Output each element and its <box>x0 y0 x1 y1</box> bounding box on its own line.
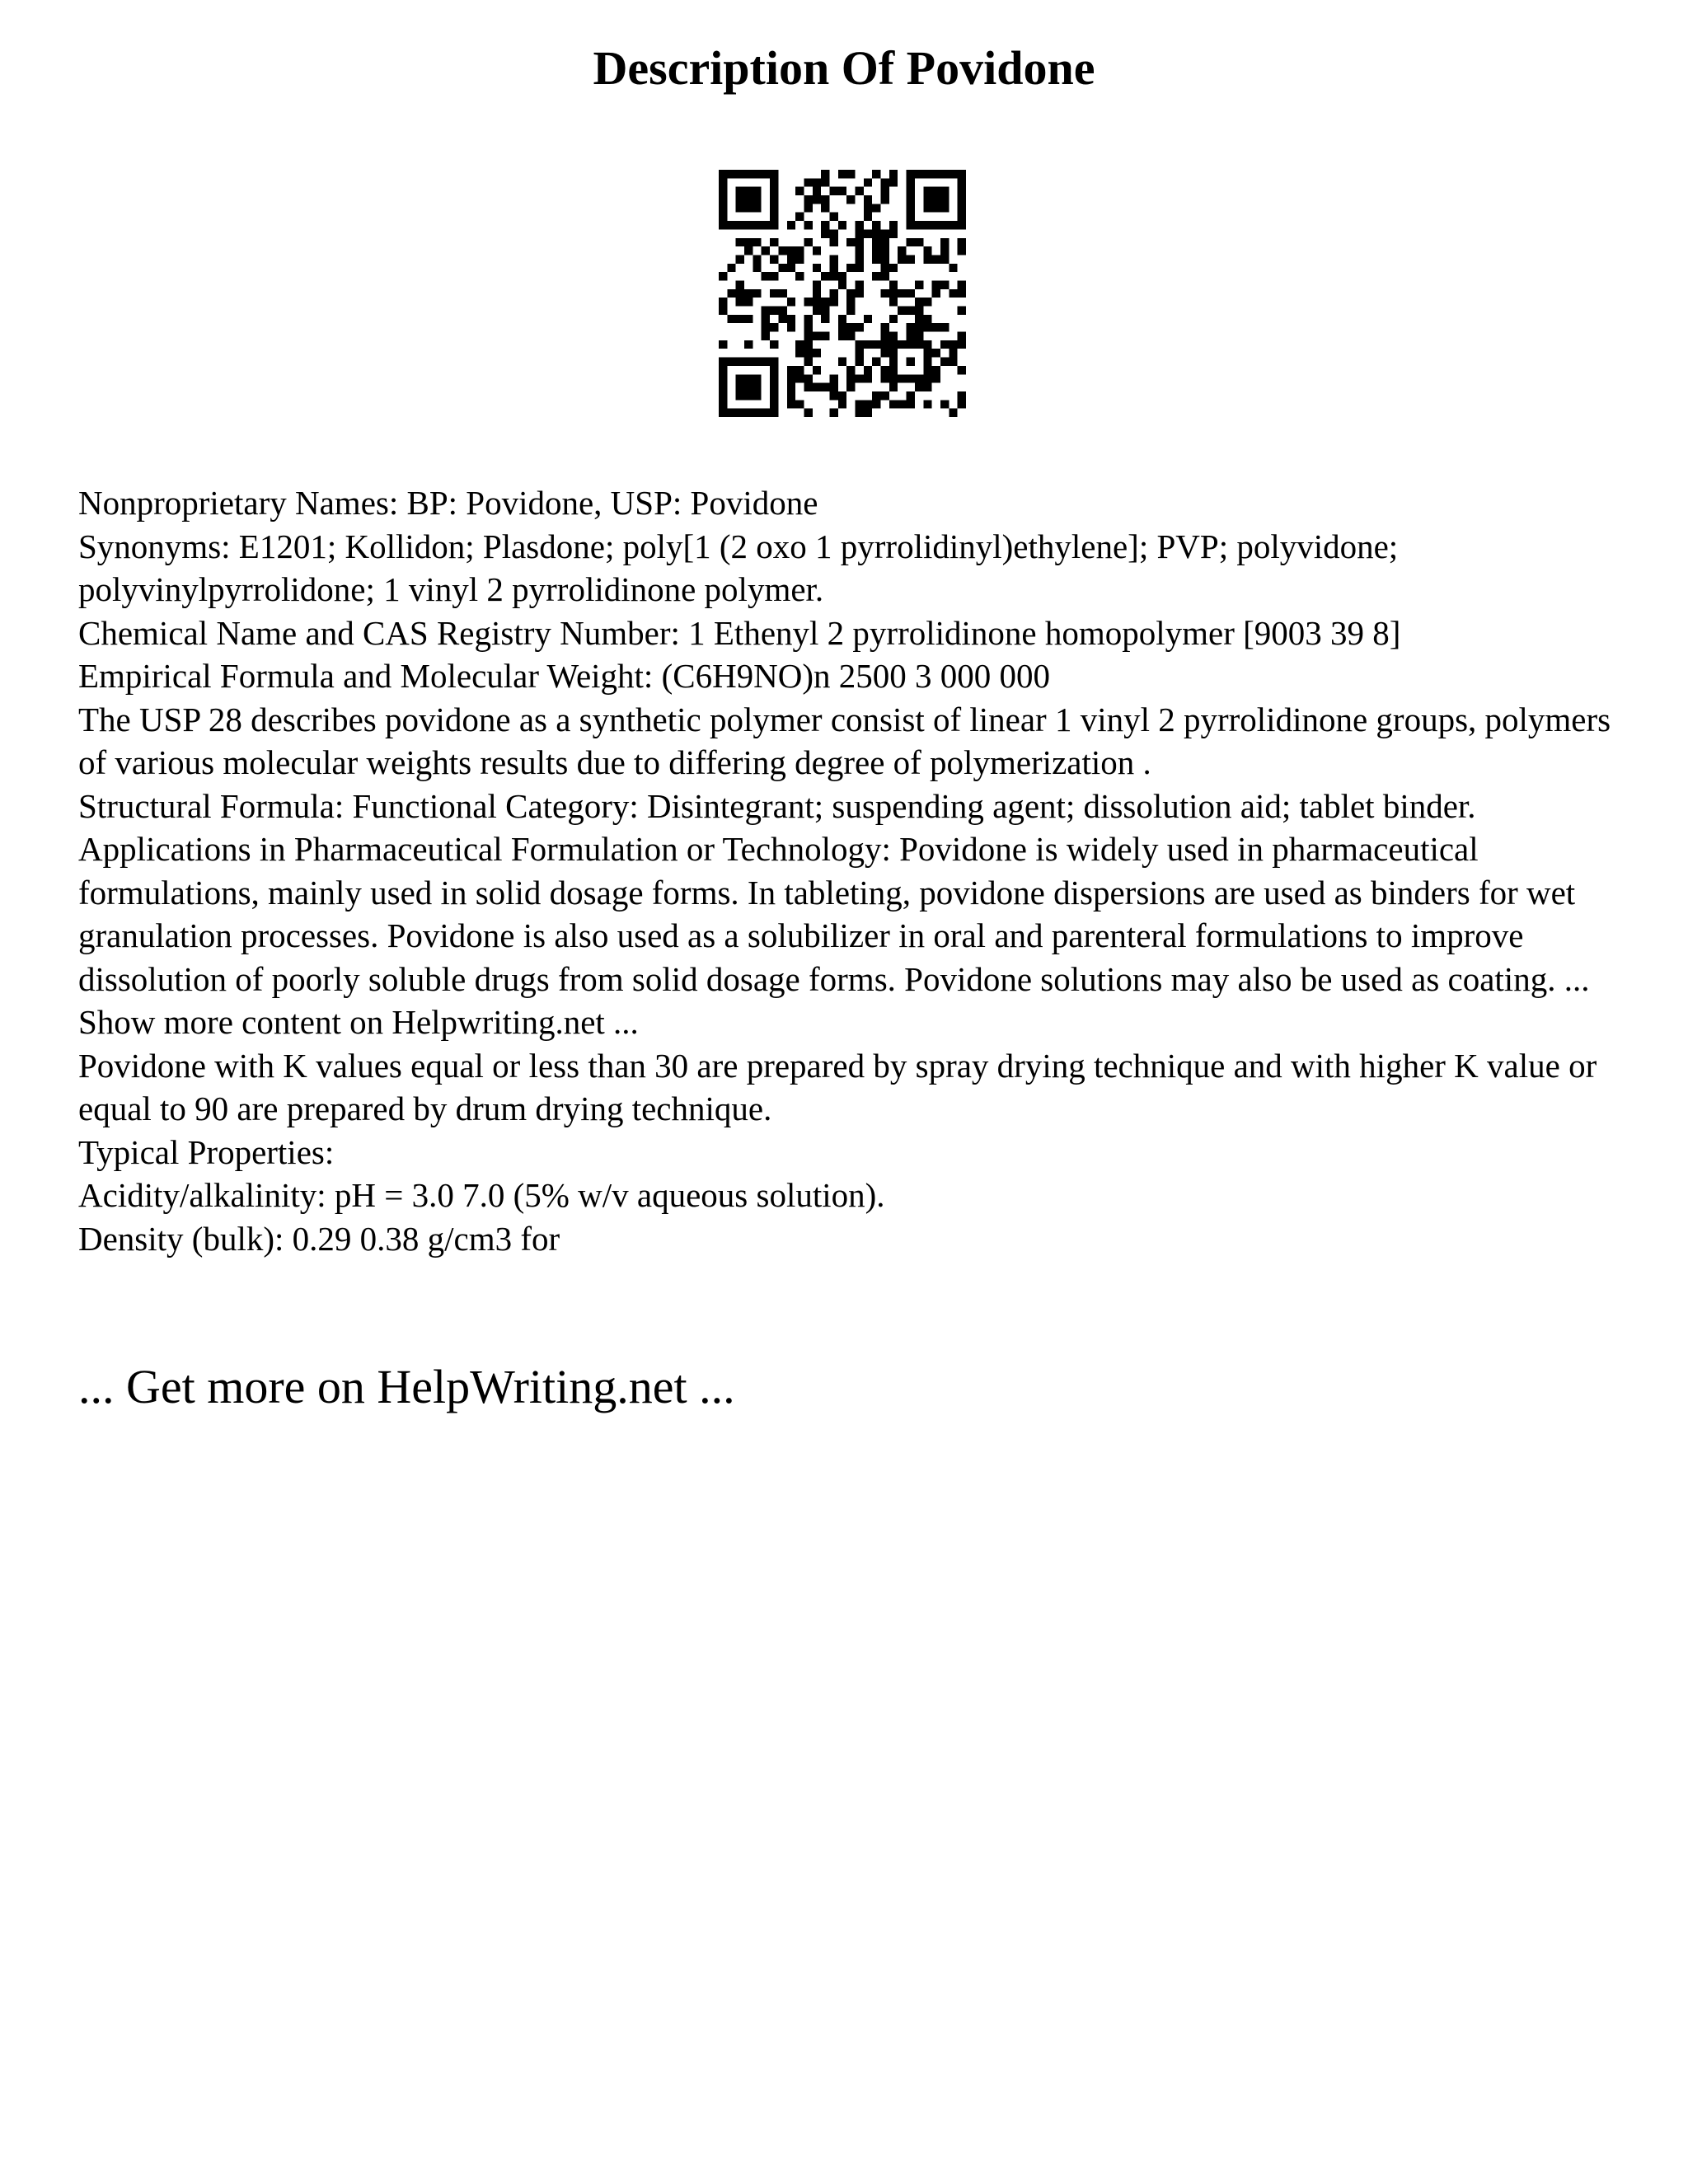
empirical-formula-line: Empirical Formula and Molecular Weight: (C6H9NO)n 2500 3 000 000 <box>78 657 1051 695</box>
synonyms-paragraph: Synonyms: E1201; Kollidon; Plasdone; poly[1 (2 oxo 1 pyrrolidinyl)ethylene]; PVP; polyvidone; polyvinylpyrrolidone; 1 vinyl 2 pyrrolidinone polymer. <box>78 527 1399 608</box>
applications-paragraph: Applications in Pharmaceutical Formulation or Technology: Povidone is widely used in pharmaceutical formulations, mainly used in solid dosage forms. In tableting, povidone dispersions are used as binders for wet granulation processes. Povidone is also used as a solubilizer in oral and parenteral formulations to improve dissolution of poorly soluble drugs from solid dosage forms. Povidone solutions may also be used as coating. ... Show more content on Helpwriting.net ... <box>78 830 1590 1041</box>
qr-code-icon <box>719 170 966 417</box>
k-values-paragraph: Povidone with K values equal or less than 30 are prepared by spray drying technique and with higher K value or equal to 90 are prepared by drum drying technique. <box>78 1046 1597 1127</box>
chemical-name-line: Chemical Name and CAS Registry Number: 1 Ethenyl 2 pyrrolidinone homopolymer [9003 39 8] <box>78 613 1401 652</box>
typical-properties-heading: Typical Properties: <box>78 1132 335 1171</box>
structural-formula-paragraph: Structural Formula: Functional Category: Disintegrant; suspending agent; dissolution aid; tablet binder. <box>78 786 1476 825</box>
page-title: Description Of Povidone <box>593 41 1095 95</box>
nonproprietary-names-line: Nonproprietary Names: BP: Povidone, USP: Povidone <box>78 484 818 522</box>
acidity-line: Acidity/alkalinity: pH = 3.0 7.0 (5% w/v aqueous solution). <box>78 1176 885 1214</box>
get-more-link[interactable]: ... Get more on HelpWriting.net ... <box>78 1360 735 1413</box>
usp-description-paragraph: The USP 28 describes povidone as a synthetic polymer consist of linear 1 vinyl 2 pyrrolidinone groups, polymers of various molecular weights results due to differing degree of polymerization . <box>78 700 1611 781</box>
qr-code-graphic <box>719 170 966 417</box>
document-body <box>78 481 1628 1260</box>
density-line: Density (bulk): 0.29 0.38 g/cm3 for <box>78 1219 560 1258</box>
